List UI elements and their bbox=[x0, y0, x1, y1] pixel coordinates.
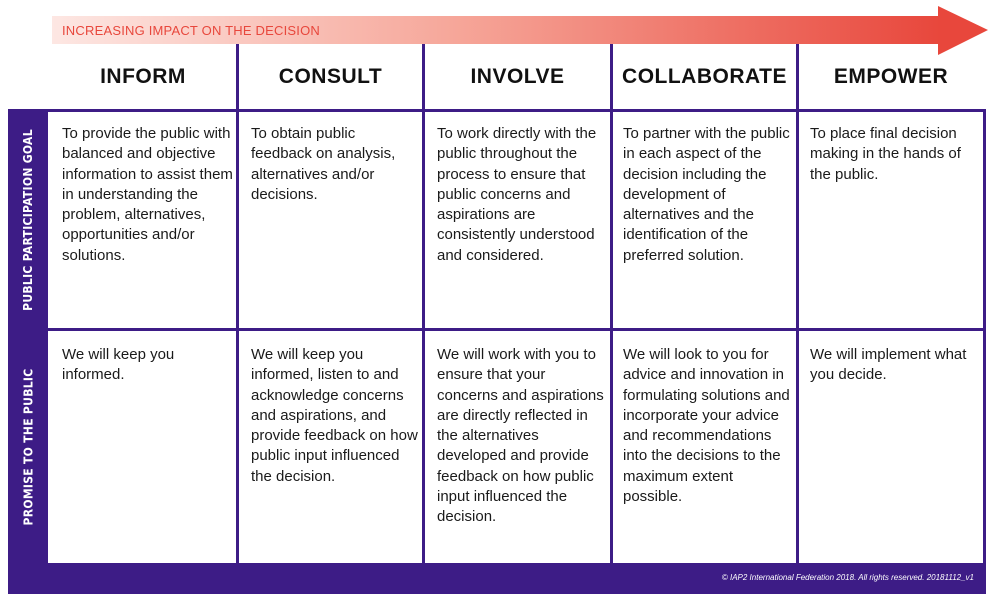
divider bbox=[796, 44, 799, 563]
promise-empower: We will implement what you decide. bbox=[810, 346, 967, 384]
divider bbox=[422, 44, 425, 563]
arrow-label: INCREASING IMPACT ON THE DECISION bbox=[62, 23, 320, 38]
promise-collaborate: We will look to you for advice and innovation in formulating solutions and incorporate your advice and recommendations into the decisions to the maximum extent possible. bbox=[623, 346, 790, 506]
column-heading-inform: INFORM bbox=[100, 65, 186, 88]
row-label-promise: PROMISE TO THE PUBLIC bbox=[8, 331, 48, 563]
column-heading-empower: EMPOWER bbox=[833, 65, 949, 88]
divider bbox=[236, 44, 239, 563]
column-heading-consult: CONSULT bbox=[278, 65, 383, 88]
column-heading-collaborate: COLLABORATE bbox=[622, 65, 787, 88]
promise-involve: We will work with you to ensure that your concerns and aspirations are directly reflected in the alternatives developed and provide feedback on how public input influenced the decision. bbox=[437, 346, 604, 526]
column-heading-involve: INVOLVE bbox=[470, 65, 565, 88]
spectrum-table bbox=[8, 44, 986, 594]
goal-collaborate: To partner with the public in each aspect of the decision including the development of alternatives and the identification of the preferred solution. bbox=[623, 125, 790, 264]
footer-bar bbox=[8, 563, 986, 594]
goal-inform: To provide the public with balanced and objective information to assist them in understanding the problem, alternatives, opportunities and/or solutions. bbox=[62, 125, 233, 264]
row-label-goal: PUBLIC PARTICIPATION GOAL bbox=[8, 110, 48, 330]
divider bbox=[983, 110, 986, 563]
divider bbox=[610, 44, 613, 563]
goal-consult: To obtain public feedback on analysis, alternatives and/or decisions. bbox=[251, 125, 396, 203]
promise-consult: We will keep you informed, listen to and acknowledge concerns and aspirations, and provide feedback on how public input influenced the decision. bbox=[251, 346, 418, 485]
promise-inform: We will keep you informed. bbox=[62, 346, 175, 384]
goal-involve: To work directly with the public throughout the process to ensure that public concerns and aspirations are consistently understood and considered. bbox=[437, 125, 597, 264]
copyright-text: © IAP2 International Federation 2018. All rights reserved. 20181112_v1 bbox=[721, 573, 974, 582]
goal-empower: To place final decision making in the hands of the public. bbox=[810, 125, 961, 183]
divider bbox=[8, 328, 986, 331]
